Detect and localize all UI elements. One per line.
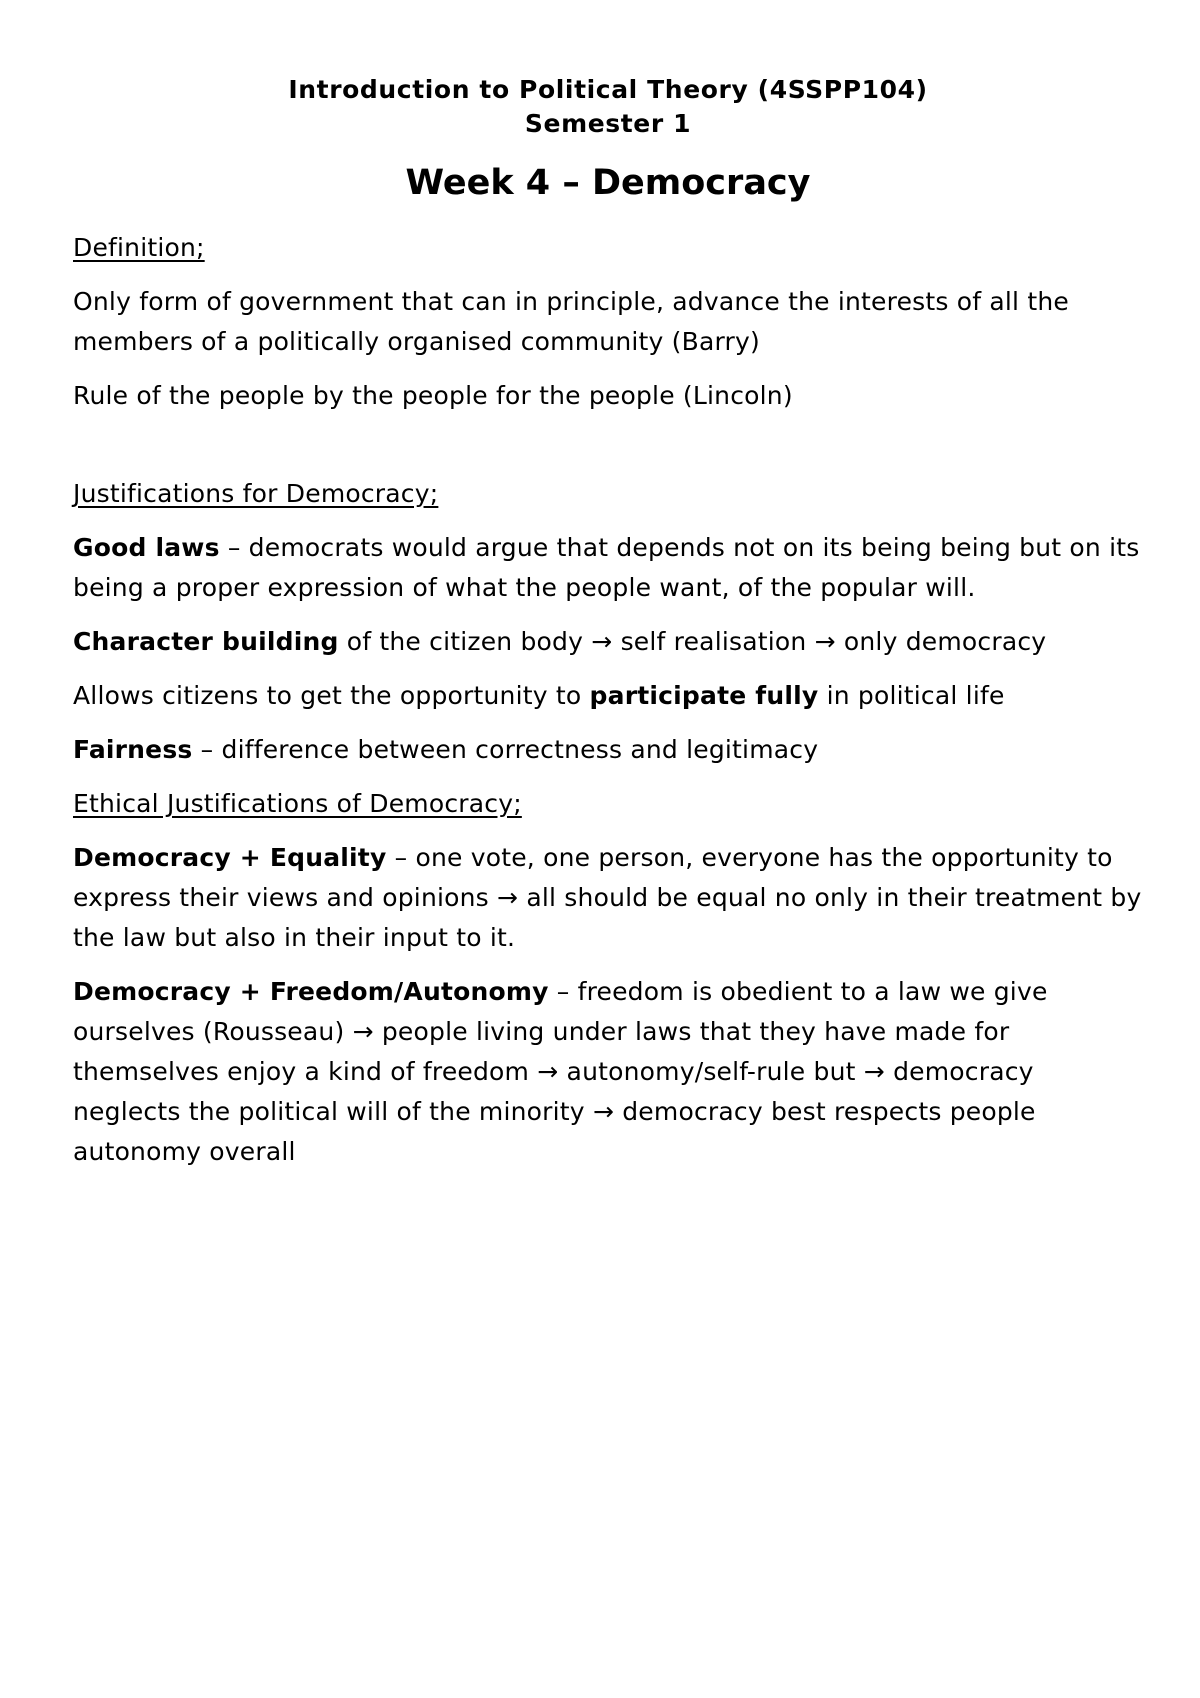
character-building-paragraph [73,622,1143,662]
participate-paragraph [73,676,1143,716]
definition-lincoln: Rule of the people by the people for the people (Lincoln) [73,381,793,410]
equality-text-b: all should be equal no only in their treatment by the law but also in their input to it. [73,883,1142,952]
fairness-text: – difference between correctness and legitimacy [192,735,819,764]
justifications-heading: Justifications for Democracy; [73,479,439,508]
equality-text-a: – one vote, one person, everyone has the opportunity to express their views and opinions [73,843,1113,912]
week-title: Week 4 – Democracy [405,163,811,203]
definition-heading: Definition; [73,233,205,262]
fairness-term: Fairness [73,735,193,764]
equality-paragraph [73,838,1143,958]
good-laws-text: – democrats would argue that depends not on its being being but on its being a proper expression of what the people want, of the popular will. [73,533,1140,602]
freedom-term: Democracy + Freedom/Autonomy [73,977,549,1006]
arrow-icon: → [497,883,519,912]
participate-text-b: in political life [818,681,1005,710]
course-title: Introduction to Political Theory (4SSPP104) [288,75,928,104]
character-text-a: of the citizen body [338,627,592,656]
arrow-icon: → [863,1057,885,1086]
participate-text-a: Allows citizens to get the opportunity to [73,681,590,710]
freedom-text-a: – freedom is obedient to a law we give ourselves (Rousseau) [73,977,1048,1046]
freedom-text-d: democracy neglects the political will of the minority [73,1057,1034,1126]
character-text-c: only democracy [835,627,1047,656]
ethical-heading: Ethical Justifications of Democracy; [73,789,522,818]
freedom-text-c: autonomy/self-rule but [558,1057,864,1086]
arrow-icon: → [592,1097,615,1126]
arrow-icon: → [537,1057,559,1086]
equality-term: Democracy + Equality [73,843,387,872]
fairness-paragraph [73,730,1143,770]
document-page [73,0,1143,1172]
character-building-term: Character building [73,627,339,656]
arrow-icon: → [352,1017,374,1046]
semester-label: Semester 1 [524,109,692,138]
good-laws-term: Good laws [73,533,220,562]
participate-term: participate fully [589,681,819,710]
freedom-paragraph [73,972,1143,1172]
arrow-icon: → [814,627,836,656]
definition-barry: Only form of government that can in principle, advance the interests of all the members of a politically organised community (Barry) [73,287,1069,356]
arrow-icon: → [591,627,613,656]
freedom-text-b: people living under laws that they have made for themselves enjoy a kind of freedom [73,1017,1010,1086]
character-text-b: self realisation [612,627,815,656]
good-laws-paragraph [73,528,1143,608]
freedom-text-e: democracy best respects people autonomy overall [73,1097,1036,1166]
